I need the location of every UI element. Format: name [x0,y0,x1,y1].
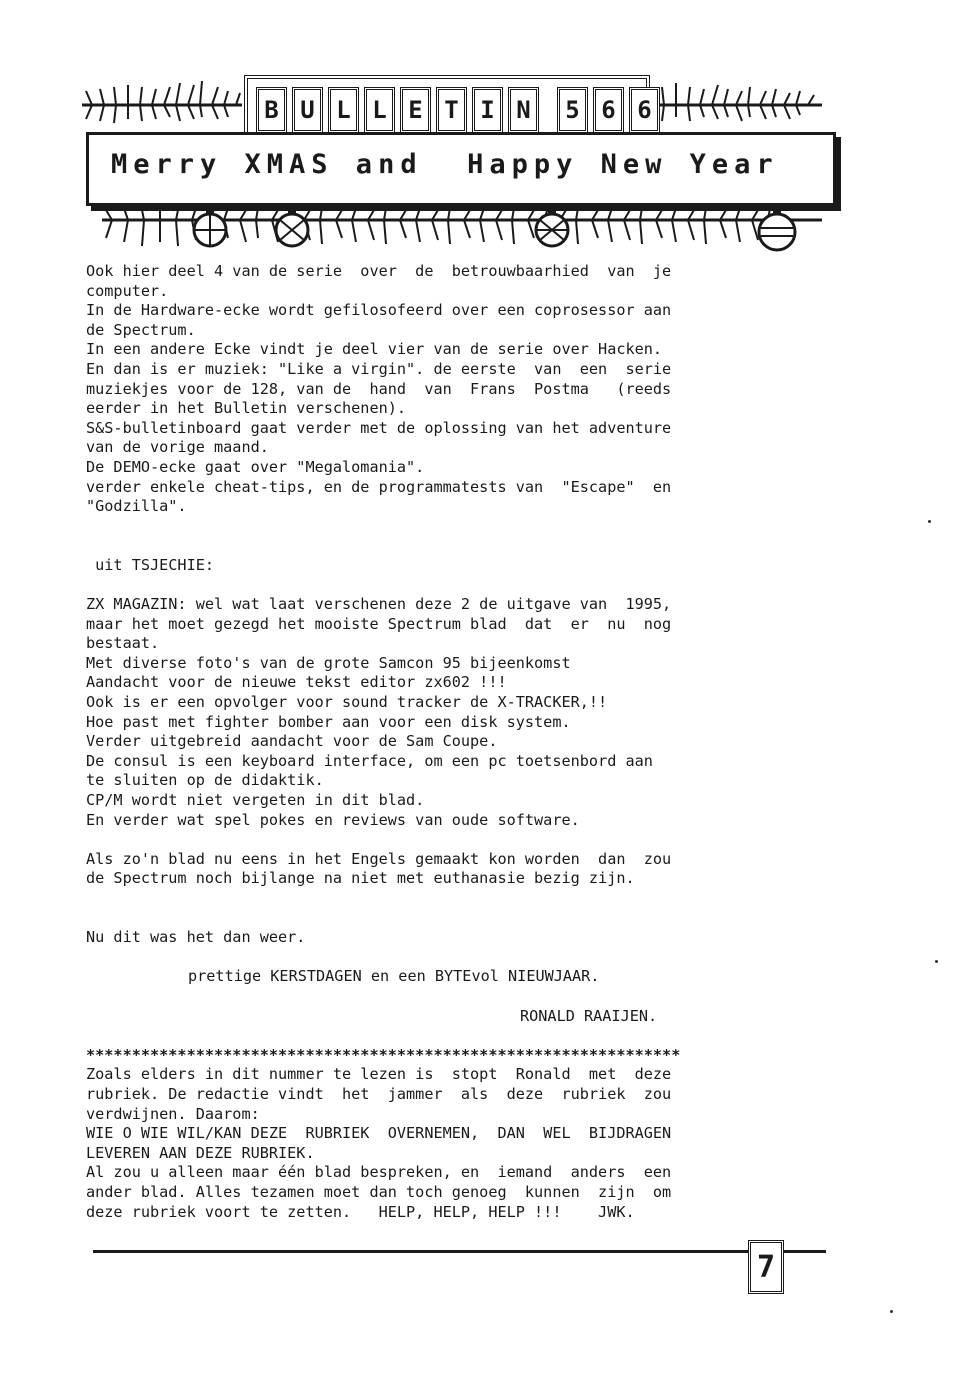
body-line: "Godzilla". [86,497,187,516]
body-line: uit TSJECHIE: [86,555,215,574]
body-line: De DEMO-ecke gaat over "Megalomania". [86,457,425,476]
body-line: S&S-bulletinboard gaat verder met de oplossing van het adventure [86,418,672,437]
title-letter: N [508,87,539,133]
greeting-box [86,132,836,206]
body-line: Aandacht voor de nieuwe tekst editor zx602 !!! [86,673,507,692]
body-line: ZX MAGAZIN: wel wat laat verschenen deze 2 de uitgave van 1995, [86,595,672,614]
title-letter: 5 [557,87,588,133]
scan-speck [928,520,931,523]
title-letter: E [400,87,431,133]
title-letter: B [256,87,287,133]
article-body [86,262,846,1222]
body-line: eerder in het Bulletin verschenen). [86,399,407,418]
body-line: En verder wat spel pokes en reviews van oude software. [86,810,580,829]
body-line: maar het moet gezegd het mooiste Spectrum blad dat er nu nog [86,614,672,633]
body-line: bestaat. [86,634,160,653]
body-line: Als zo'n blad nu eens in het Engels gemaakt kon worden dan zou [86,849,672,868]
page-number: 7 [748,1240,784,1294]
body-line: te sluiten op de didaktik. [86,771,324,790]
body-line: verder enkele cheat-tips, en de programmatests van "Escape" en [86,477,672,496]
scan-speck [890,1310,893,1313]
title-letter: L [328,87,359,133]
body-line: prettige KERSTDAGEN en een BYTEvol NIEUWJAAR. [188,967,600,986]
body-line [86,948,846,968]
title-letter: L [364,87,395,133]
scan-speck [935,960,938,963]
body-line: CP/M wordt niet vergeten in dit blad. [86,791,425,810]
body-line: WIE O WIE WIL/KAN DEZE RUBRIEK OVERNEMEN, DAN WEL BIJDRAGEN [86,1124,672,1143]
body-line [86,889,846,909]
bulletin-title [256,87,660,133]
body-line [86,536,846,556]
body-line: Verder uitgebreid aandacht voor de Sam Coupe. [86,732,498,751]
body-line: Nu dit was het dan weer. [86,928,306,947]
title-letter: U [292,87,323,133]
body-line [86,576,846,596]
body-line: RONALD RAAIJEN. [520,1006,658,1025]
body-line: Met diverse foto's van de grote Samcon 95 bijeenkomst [86,653,571,672]
body-line: In de Hardware-ecke wordt gefilosofeerd over een coprosessor aan [86,301,672,320]
separator-stars: ***************************************************************** [86,1045,681,1064]
body-line: rubriek. De redactie vindt het jammer als deze rubriek zou [86,1084,672,1103]
body-line: In een andere Ecke vindt je deel vier van de serie over Hacken. [86,340,663,359]
body-line: de Spectrum noch bijlange na niet met euthanasie bezig zijn. [86,869,635,888]
body-line [86,987,846,1007]
body-line: En dan is er muziek: "Like a virgin". de eerste van een serie [86,359,672,378]
body-line: verdwijnen. Daarom: [86,1104,260,1123]
title-letter: 6 [629,87,660,133]
title-letter-gap [544,87,552,127]
body-line [86,830,846,850]
body-line: Al zou u alleen maar één blad bespreken, en iemand anders een [86,1163,672,1182]
title-letter: I [472,87,503,133]
bulletin-header [82,60,842,275]
body-line: computer. [86,281,169,300]
body-line [86,1026,846,1046]
body-line: van de vorige maand. [86,438,269,457]
body-line: de Spectrum. [86,320,196,339]
body-line: Zoals elders in dit nummer te lezen is stopt Ronald met deze [86,1065,672,1084]
body-line: Hoe past met fighter bomber aan voor een disk system. [86,712,571,731]
title-letter: 6 [593,87,624,133]
body-line: Ook is er een opvolger voor sound tracker de X-TRACKER,!! [86,693,608,712]
body-line [86,909,846,929]
body-line [86,517,846,537]
body-line: muziekjes voor de 128, van de hand van Frans Postma (reeds [86,379,672,398]
footer-rule [93,1250,826,1253]
body-line: LEVEREN AAN DEZE RUBRIEK. [86,1143,315,1162]
body-line: ander blad. Alles tezamen moet dan toch genoeg kunnen zijn om [86,1182,672,1201]
body-line: deze rubriek voort te zetten. HELP, HELP, HELP !!! JWK. [86,1202,635,1221]
body-line: Ook hier deel 4 van de serie over de betrouwbaarhied van je [86,262,672,280]
body-line: De consul is een keyboard interface, om een pc toetsenbord aan [86,751,653,770]
greeting-text: Merry XMAS and Happy New Year [111,149,779,180]
title-letter: T [436,87,467,133]
